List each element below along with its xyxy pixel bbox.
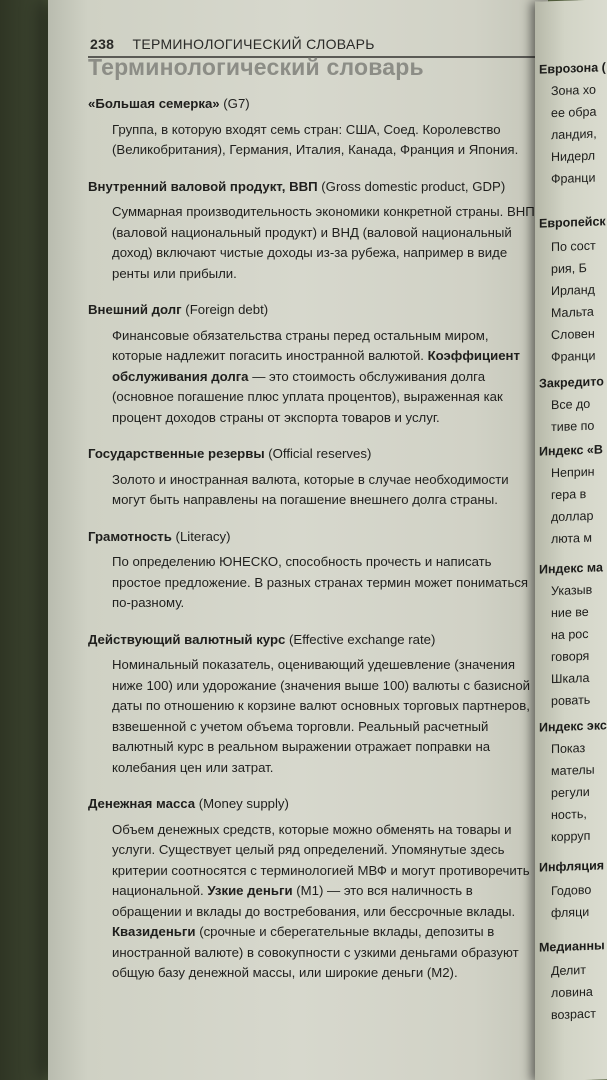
- facing-page-line: Индекс ма: [539, 560, 603, 577]
- entry-definition: Номинальный показатель, оценивающий удешевление (значения ниже 100) или удорожание (значения выше 100) валюты с базисной даты по отношению к корзине валют основных торговых партнеров, взвешенной с учетом объема торговли. Реальный расчетный валютный курс в реальном выражении отражает поправки на колебания цен или затрат.: [112, 657, 531, 775]
- subterm: Квазиденьги: [112, 924, 196, 939]
- facing-page-line: Индекс экс: [539, 718, 607, 735]
- entry-definition: Группа, в которую входят семь стран: США, Соед. Королевство (Великобритания), Германия, Италия, Канада, Франция и Япония.: [112, 121, 519, 157]
- facing-page-line: Ирланд: [551, 282, 595, 299]
- glossary-entry: [88, 177, 538, 285]
- entry-term: Денежная масса: [88, 796, 196, 811]
- entry-english: (Official reserves): [264, 446, 372, 461]
- running-title: ТЕРМИНОЛОГИЧЕСКИЙ СЛОВАРЬ: [132, 36, 375, 52]
- facing-page-line: Европейск: [539, 214, 606, 231]
- facing-page-line: мателы: [551, 762, 595, 779]
- facing-page-line: Указыв: [551, 582, 593, 599]
- facing-page-line: рия, Б: [551, 260, 587, 277]
- facing-page-line: Франци: [551, 348, 596, 365]
- facing-page-line: ность,: [551, 806, 587, 823]
- facing-page-line: Шкала: [551, 670, 590, 687]
- facing-page-line: регули: [551, 784, 590, 801]
- entry-english: (Money supply): [195, 796, 289, 811]
- entry-term: Действующий валютный курс: [88, 631, 286, 647]
- facing-page-line: Закредито: [539, 374, 604, 391]
- entry-english: (Literacy): [171, 528, 231, 544]
- glossary-entry: [88, 444, 538, 511]
- entry-definition: Золото и иностранная валюта, которые в случае необходимости могут быть направлены на погашение внешнего долга страны.: [112, 471, 509, 507]
- facing-page-line: Словен: [551, 326, 595, 343]
- glossary-content: [88, 94, 538, 1000]
- facing-page-line: фляци: [551, 904, 590, 921]
- facing-page-line: Медианны: [539, 938, 605, 955]
- entry-definition: Суммарная производительность экономики конкретной страны. ВНП (валовой национальный продукт) и ВНД (валовой национальный доход) включают чистые доходы из-за рубежа, например в виде ренты или прибыли.: [112, 204, 535, 281]
- glossary-entry: [88, 300, 538, 428]
- facing-page-line: Показ: [551, 740, 586, 757]
- running-header: [90, 36, 375, 52]
- facing-page-line: Нидерл: [551, 148, 596, 165]
- entry-english: (Foreign debt): [181, 302, 269, 317]
- glossary-entry: [88, 94, 538, 161]
- facing-page-line: Годово: [551, 882, 592, 899]
- entry-english: (Effective exchange rate): [285, 631, 436, 647]
- facing-page-line: ние ве: [551, 604, 589, 621]
- entry-english: (G7): [219, 96, 250, 111]
- definition-text: (срочные и сберегательные вклады, депозиты в иностранной валюте) в совокупности с узкими деньгами образуют общую базу денежной массы, или широкие деньги (М2).: [112, 924, 519, 980]
- definition-text: Объем денежных средств, которые можно обменять на товары и услуги. Существует целый ряд определений. Упомянутые здесь критерии соотносятся с терминологией МВФ и могут противоречить национальной.: [112, 821, 530, 898]
- facing-page-line: ландия,: [551, 126, 597, 143]
- subterm: Коэффициент обслуживания долга: [112, 348, 520, 384]
- page-number: 238: [90, 36, 115, 52]
- entry-term: «Большая семерка»: [88, 96, 220, 111]
- section-title: Терминологический словарь: [88, 54, 424, 80]
- subterm: Узкие деньги: [207, 883, 293, 898]
- facing-page-line: доллар: [551, 508, 594, 525]
- glossary-entry: [88, 630, 538, 779]
- facing-page-line: Зона хо: [551, 82, 596, 99]
- facing-page-line: на рос: [551, 626, 589, 643]
- entry-english: (Gross domestic product, GDP): [317, 178, 506, 194]
- facing-page-line: люта м: [551, 530, 592, 547]
- glossary-entry: [88, 527, 538, 614]
- facing-page-line: По сост: [551, 238, 596, 255]
- entry-definition: [88, 326, 538, 429]
- facing-page-line: гера в: [551, 486, 587, 503]
- facing-page-line: Индекс «В: [539, 442, 603, 459]
- facing-page-line: Мальта: [551, 304, 594, 321]
- entry-definition: [88, 820, 538, 984]
- entry-term: Государственные резервы: [88, 446, 265, 461]
- entry-term: Внешний долг: [88, 302, 182, 317]
- facing-page-line: Инфляция: [539, 858, 605, 875]
- entry-term: Грамотность: [88, 528, 172, 544]
- facing-page-line: Франци: [551, 170, 596, 187]
- facing-page-line: ее обра: [551, 104, 597, 121]
- facing-page-line: Все до: [551, 396, 591, 413]
- facing-page-line: корруп: [551, 828, 591, 845]
- entry-term: Внутренний валовой продукт, ВВП: [88, 178, 318, 194]
- facing-page-line: Еврозона (: [539, 60, 606, 77]
- definition-text: — это стоимость обслуживания долга (основное погашение плюс уплата процентов), выраженная как процент доходов страны от экспорта товаров и услуг.: [112, 368, 503, 425]
- facing-page-line: Неприн: [551, 464, 595, 481]
- glossary-entry: [88, 794, 538, 984]
- definition-text: (М1) — это вся наличность в обращении и вклады до востребования, или бессрочные вклады.: [112, 883, 516, 919]
- facing-page-line: говоря: [551, 648, 590, 665]
- facing-page-line: ровать: [551, 692, 591, 709]
- facing-page-line: тиве по: [551, 418, 595, 435]
- facing-page-line: возраст: [551, 1006, 596, 1023]
- facing-page-line: ловина: [551, 984, 593, 1001]
- book-page: [48, 0, 548, 1080]
- entry-definition: По определению ЮНЕСКО, способность прочесть и написать простое предложение. В разных странах термин может пониматься по-разному.: [112, 554, 529, 610]
- definition-text: Финансовые обязательства страны перед остальным миром, которые надлежит погасить иностранной валютой.: [112, 327, 489, 363]
- facing-page-line: Делит: [551, 962, 587, 979]
- facing-page: [535, 0, 607, 1080]
